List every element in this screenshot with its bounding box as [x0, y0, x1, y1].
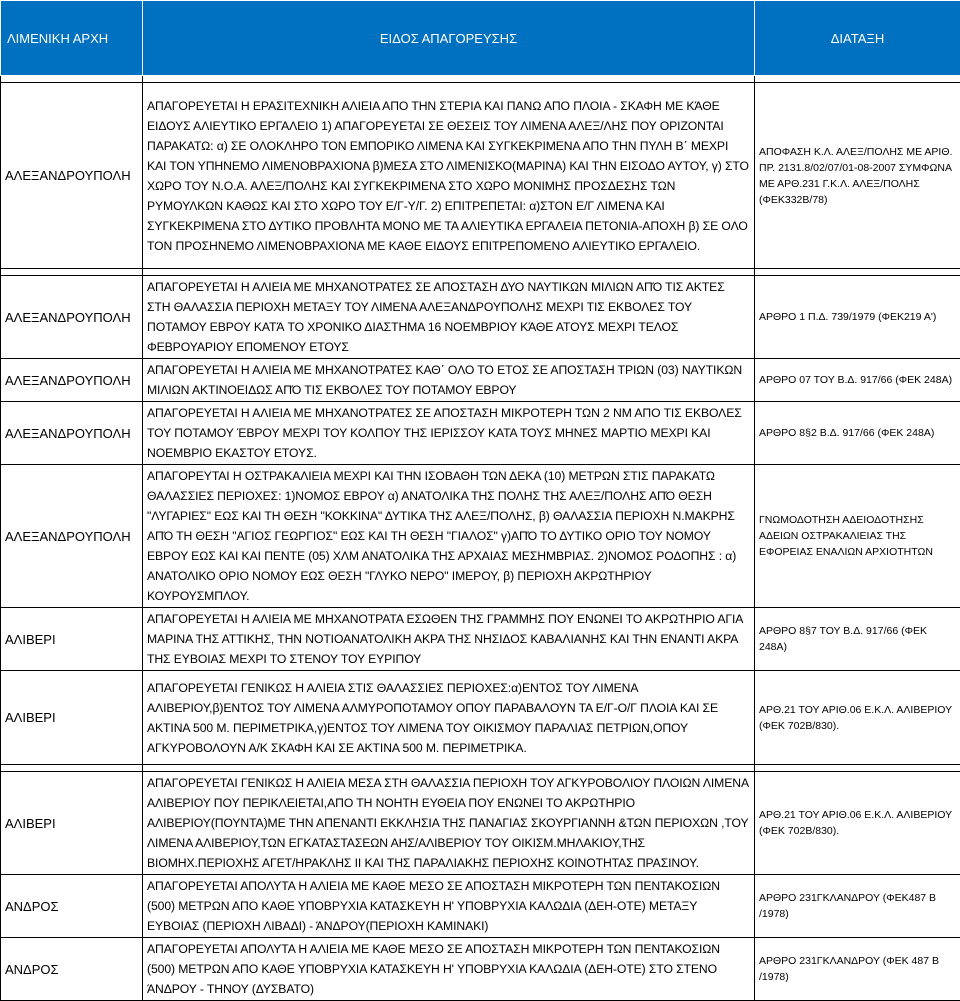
reference-cell: ΑΠΟΦΑΣΗ Κ.Λ. ΑΛΕΞ/ΠΟΛΗΣ ΜΕ ΑΡΙΘ. ΠΡ. 2131.8/02/07/01-08-2007 ΣΥΜΦΩΝΑ ΜΕ ΑΡΘ.231 Γ.Κ.Λ. ΑΛΕΞ/ΠΟΛΗΣ (ΦΕΚ332Β/78) [755, 83, 960, 269]
spacer-row [1, 269, 960, 276]
table-row [1, 276, 960, 359]
spacer-row [1, 76, 960, 83]
table-row [1, 772, 960, 875]
description-cell: ΑΠΑΓΟΡΕΥΕΤΑΙ Η ΑΛΙΕΙΑ ΜΕ ΜΗΧΑΝΟΤΡΑΤΕΣ ΚΑΘ΄ ΟΛΟ ΤΟ ΕΤΟΣ ΣΕ ΑΠΟΣΤΑΣΗ ΤΡΙΩΝ (03) ΝΑΥΤΙΚΩΝ ΜΙΛΙΩΝ ΑΚΤΙΝΟΕΙΔΩΣ ΑΠΌ ΤΙΣ ΕΚΒΟΛΕΣ ΤΟΥ ΠΟΤΑΜΟΥ ΕΒΡΟΥ [143, 359, 755, 402]
table-row [1, 938, 960, 1001]
description-cell: ΑΠΑΓΟΡΕΥΕΤΑΙ ΑΠΟΛΥΤΑ Η ΑΛΙΕΙΑ ΜΕ ΚΑΘΕ ΜΕΣΟ ΣΕ ΑΠΟΣΤΑΣΗ ΜΙΚΡΟΤΕΡΗ ΤΩΝ ΠΕΝΤΑΚΟΣΙΩΝ (500) ΜΕΤΡΩΝ ΑΠΟ ΚΑΘΕ ΥΠΟΒΡΥΧΙΑ ΚΑΤΑΣΚΕΥΗ Η' ΥΠΟΒΡΥΧΙΑ ΚΑΛΩΔΙΑ (ΔΕΗ-ΟΤΕ) ΣΤΟ ΣΤΕΝΟ ΆΝΔΡΟΥ - ΤΗΝΟΥ (ΔΥΣΒΑΤΟ) [143, 938, 755, 1001]
table-row [1, 359, 960, 402]
header-type: ΕΙΔΟΣ ΑΠΑΓΟΡΕΥΣΗΣ [143, 1, 755, 76]
table-row [1, 608, 960, 671]
port-cell: ΑΛΕΞΑΝΔΡΟΥΠΟΛΗ [1, 83, 143, 269]
port-cell: ΑΛΕΞΑΝΔΡΟΥΠΟΛΗ [1, 465, 143, 608]
port-cell: ΑΝΔΡΟΣ [1, 875, 143, 938]
port-cell: ΑΛΙΒΕΡΙ [1, 772, 143, 875]
table-row [1, 465, 960, 608]
reference-cell: ΑΡΘΡΟ 231ΓΚΛΑΝΔΡΟΥ (ΦΕΚ 487 Β /1978) [755, 938, 960, 1001]
reference-cell: ΑΡΘ.21 ΤΟΥ ΑΡΙΘ.06 Ε.Κ.Λ. ΑΛΙΒΕΡΙΟΥ (ΦΕΚ 702Β/830). [755, 671, 960, 765]
table-row [1, 671, 960, 765]
reference-cell: ΑΡΘΡΟ 8§2 Β.Δ. 917/66 (ΦΕΚ 248Α) [755, 402, 960, 465]
reference-cell: ΑΡΘΡΟ 8§7 ΤΟΥ Β.Δ. 917/66 (ΦΕΚ 248Α) [755, 608, 960, 671]
description-cell: ΑΠΑΓΟΡΕΥΕΤΑΙ Η ΕΡΑΣΙΤΕΧΝΙΚΗ ΑΛΙΕΙΑ ΑΠΟ ΤΗΝ ΣΤΕΡΙΑ ΚΑΙ ΠΑΝΩ ΑΠΟ ΠΛΟΙΑ - ΣΚΑΦΗ ΜΕ ΚΆΘΕ ΕΙΔΟΥΣ ΑΛΙΕΥΤΙΚΟ ΕΡΓΑΛΕΙΟ 1) ΑΠΑΓΟΡΕΥΕΤΑΙ ΣΕ ΘΕΣΕΙΣ ΤΟΥ ΛΙΜΕΝΑ ΑΛΕΞ/ΛΗΣ ΠΟΥ ΟΡΙΖΟΝΤΑΙ ΠΑΡΑΚΑΤΩ: α) ΣΕ ΟΛΟΚΛΗΡΟ ΤΟΝ ΕΜΠΟΡΙΚΟ ΛΙΜΕΝΑ ΚΑΙ ΣΥΓΚΕΚΡΙΜΕΝΑ ΑΠΟ ΤΗΝ ΠΥΛΗ Β΄ ΜΕΧΡΙ ΚΑΙ ΤΟΝ ΥΠΗΝΕΜΟ ΛΙΜΕΝΟΒΡΑΧΙΟΝΑ β)ΜΕΣΑ ΣΤΟ ΛΙΜΕΝΙΣΚΟ(ΜΑΡΙΝΑ) ΚΑΙ ΤΗΝ ΕΙΣΟΔΟ ΑΥΤΟΥ, γ) ΣΤΟ ΧΩΡΟ ΤΟΥ Ν.Ο.Α. ΑΛΕΞ/ΠΟΛΗΣ ΚΑΙ ΣΥΓΚΕΚΡΙΜΕΝΑ ΣΤΟ ΧΩΡΟ ΜΟΝΙΜΗΣ ΠΡΟΣΔΕΣΗΣ ΤΩΝ ΡΥΜΟΥΛΚΩΝ ΚΑΘΩΣ ΚΑΙ ΣΤΟ ΧΩΡΟ ΤΟΥ Ε/Γ-Υ/Γ. 2) ΕΠΙΤΡΕΠΕΤΑΙ: α)ΣΤΟΝ Ε/Γ ΛΙΜΕΝΑ ΚΑΙ ΣΥΓΚΕΚΡΙΜΕΝΑ ΣΤΟ ΔΥΤΙΚΟ ΠΡΟΒΛΗΤΑ ΜΟΝΟ ΜΕ ΤΑ ΑΛΙΕΥΤΙΚΑ ΕΡΓΑΛΕΙΑ ΠΕΤΟΝΙΑ-ΑΠΟΧΗ β) ΣΕ ΟΛΟ ΤΟΝ ΠΡΟΣΗΝΕΜΟ ΛΙΜΕΝΟΒΡΑΧΙΟΝΑ ΜΕ ΚΑΘΕ ΕΙΔΟΥΣ ΕΠΙΤΡΕΠΟΜΕΝΟ ΑΛΙΕΥΤΙΚΟ ΕΡΓΑΛΕΙΟ. [143, 83, 755, 269]
port-cell: ΑΝΔΡΟΣ [1, 938, 143, 1001]
table-row [1, 83, 960, 269]
table-row [1, 875, 960, 938]
reference-cell: ΑΡΘΡΟ 07 ΤΟΥ Β.Δ. 917/66 (ΦΕΚ 248Α) [755, 359, 960, 402]
description-cell: ΑΠΑΓΟΡΕΥΕΤΑΙ ΓΕΝΙΚΩΣ Η ΑΛΙΕΙΑ ΣΤΙΣ ΘΑΛΑΣΣΙΕΣ ΠΕΡΙΟΧΕΣ:α)ΕΝΤΟΣ ΤΟΥ ΛΙΜΕΝΑ ΑΛΙΒΕΡΙΟΥ,β)ΕΝΤΟΣ ΤΟΥ ΛΙΜΕΝΑ ΑΛΜΥΡΟΠΟΤΑΜΟΥ ΟΠΟΥ ΠΑΡΑΒΑΛΟΥΝ ΤΑ Ε/Γ-Ο/Γ ΠΛΟΙΑ ΚΑΙ ΣΕ ΑΚΤΙΝΑ 500 Μ. ΠΕΡΙΜΕΤΡΙΚΑ,γ)ΕΝΤΟΣ ΤΟΥ ΛΙΜΕΝΑ ΤΟΥ ΟΙΚΙΣΜΟΥ ΠΑΡΑΛΙΑΣ ΠΕΤΡΙΩΝ,ΟΠΟΥ ΑΓΚΥΡΟΒΟΛΟΥΝ Α/Κ ΣΚΑΦΗ ΚΑΙ ΣΕ ΑΚΤΙΝΑ 500 Μ. ΠΕΡΙΜΕΤΡΙΚΑ. [143, 671, 755, 765]
reference-cell: ΑΡΘ.21 ΤΟΥ ΑΡΙΘ.06 Ε.Κ.Λ. ΑΛΙΒΕΡΙΟΥ (ΦΕΚ 702Β/830). [755, 772, 960, 875]
port-cell: ΑΛΕΞΑΝΔΡΟΥΠΟΛΗ [1, 402, 143, 465]
header-order: ΔΙΑΤΑΞΗ [755, 1, 960, 76]
table-row [1, 402, 960, 465]
description-cell: ΑΠΑΓΟΡΕΥΤΑΙ Η ΟΣΤΡΑΚΑΛΙΕΙΑ ΜΕΧΡΙ ΚΑΙ ΤΗΝ ΙΣΟΒΑΘΗ ΤΩΝ ΔΕΚΑ (10) ΜΕΤΡΩΝ ΣΤΙΣ ΠΑΡΑΚΑΤΩ ΘΑΛΑΣΣΙΕΣ ΠΕΡΙΟΧΕΣ: 1)ΝΟΜΟΣ ΕΒΡΟΥ α) ΑΝΑΤΟΛΙΚΑ ΤΗΣ ΠΟΛΗΣ ΤΗΣ ΑΛΕΞ/ΠΟΛΗΣ ΑΠΌ ΘΕΣΗ "ΛΥΓΑΡΙΕΣ" ΕΩΣ ΚΑΙ ΤΗ ΘΕΣΗ "ΚΟΚΚΙΝΑ" ΔΥΤΙΚΑ ΤΗΣ ΑΛΕΞ/ΠΟΛΗΣ, β) ΘΑΛΑΣΣΙΑ ΠΕΡΙΟΧΗ Ν.ΜΑΚΡΗΣ ΑΠΌ ΤΗ ΘΕΣΗ "ΑΓΙΟΣ ΓΕΩΡΓΙΟΣ" ΕΩΣ ΚΑΙ ΤΗ ΘΕΣΗ "ΓΙΑΛΟΣ" γ)ΑΠΌ ΤΟ ΔΥΤΙΚΟ ΟΡΙΟ ΤΟΥ ΝΟΜΟΥ ΕΒΡΟΥ ΕΩΣ ΚΑΙ ΚΑΙ ΠΕΝΤΕ (05) ΧΛΜ ΑΝΑΤΟΛΙΚΑ ΤΗΣ ΑΡΧΑΙΑΣ ΜΕΣΗΜΒΡΙΑΣ. 2)ΝΟΜΟΣ ΡΟΔΟΠΗΣ : α) ΑΝΑΤΟΛΙΚΟ ΟΡΙΟ ΝΟΜΟΥ ΕΩΣ ΘΕΣΗ "ΓΛΥΚΟ ΝΕΡΟ" ΙΜΕΡΟΥ, β) ΠΕΡΙΟΧΗ ΑΚΡΩΤΗΡΙΟΥ ΚΟΥΡΟΥΣΜΠΛΟΥ. [143, 465, 755, 608]
port-cell: ΑΛΙΒΕΡΙ [1, 608, 143, 671]
spacer-row [1, 765, 960, 772]
port-cell: ΑΛΕΞΑΝΔΡΟΥΠΟΛΗ [1, 276, 143, 359]
reference-cell: ΑΡΘΡΟ 1 Π.Δ. 739/1979 (ΦΕΚ219 Α') [755, 276, 960, 359]
header-port: ΛΙΜΕΝΙΚΗ ΑΡΧΗ [1, 1, 143, 76]
description-cell: ΑΠΑΓΟΡΕΥΕΤΑΙ Η ΑΛΙΕΙΑ ΜΕ ΜΗΧΑΝΟΤΡΑΤΕΣ ΣΕ ΑΠΟΣΤΑΣΗ ΜΙΚΡΟΤΕΡΗ ΤΩΝ 2 ΝΜ ΑΠΟ ΤΙΣ ΕΚΒΟΛΕΣ ΤΟΥ ΠΟΤΑΜΟΥ ΈΒΡΟΥ ΜΕΧΡΙ ΤΟΥ ΚΟΛΠΟΥ ΤΗΣ ΙΕΡΙΣΣΟΥ ΚΑΤΑ ΤΟΥΣ ΜΗΝΕΣ ΜΑΡΤΙΟ ΜΕΧΡΙ ΚΑΙ ΝΟΕΜΒΡΙΟ ΕΚΑΣΤΟΥ ΕΤΟΥΣ. [143, 402, 755, 465]
port-cell: ΑΛΕΞΑΝΔΡΟΥΠΟΛΗ [1, 359, 143, 402]
description-cell: ΑΠΑΓΟΡΕΥΕΤΑΙ ΓΕΝΙΚΩΣ Η ΑΛΙΕΙΑ ΜΕΣΑ ΣΤΗ ΘΑΛΑΣΣΙΑ ΠΕΡΙΟΧΗ ΤΟΥ ΑΓΚΥΡΟΒΟΛΙΟΥ ΠΛΟΙΩΝ ΛΙΜΕΝΑ ΑΛΙΒΕΡΙΟΥ ΠΟΥ ΠΕΡΙΚΛΕΙΕΤΑΙ,ΑΠΟ ΤΗ ΝΟΗΤΗ ΕΥΘΕΙΑ ΠΟΥ ΕΝΩΝΕΙ ΤΟ ΑΚΡΩΤΗΡΙΟ ΑΛΙΒΕΡΙΟΥ(ΠΟΥΝΤΑ)ΜΕ ΤΗΝ ΑΠΕΝΑΝΤΙ ΕΚΚΛΗΣΙΑ ΤΗΣ ΠΑΝΑΓΙΑΣ ΣΚΟΥΡΓΙΑΝΝΗ &ΤΩΝ ΠΕΡΙΟΧΩΝ ,ΤΟΥ ΛΙΜΕΝΑ ΑΛΙΒΕΡΙΟΥ,ΤΩΝ ΕΓΚΑΤΑΣΤΑΣΕΩΝ ΑΗΣ/ΑΛΙΒΕΡΙΟΥ ΤΟΥ ΟΙΚΙΣΜ.ΜΗΛΑΚΙΟΥ,ΤΗΣ ΒΙΟΜΗΧ.ΠΕΡΙΟΧΗΣ ΑΓΕΤ/ΗΡΑΚΛΗΣ ΙΙ ΚΑΙ ΤΗΣ ΠΑΡΑΛΙΑΚΗΣ ΠΕΡΙΟΧΗΣ ΚΟΙΝΟΤΗΤΑΣ ΠΡΑΣΙΝΟΥ. [143, 772, 755, 875]
description-cell: ΑΠΑΓΟΡΕΥΕΤΑΙ Η ΑΛΙΕΙΑ ΜΕ ΜΗΧΑΝΟΤΡΑΤΕΣ ΣΕ ΑΠΟΣΤΑΣΗ ΔΥΟ ΝΑΥΤΙΚΩΝ ΜΙΛΙΩΝ ΑΠΌ ΤΙΣ ΑΚΤΕΣ ΣΤΗ ΘΑΛΑΣΣΙΑ ΠΕΡΙΟΧΗ ΜΕΤΑΞΥ ΤΟΥ ΛΙΜΕΝΑ ΑΛΕΞΑΝΔΡΟΥΠΟΛΗΣ ΜΕΧΡΙ ΤΙΣ ΕΚΒΟΛΕΣ ΤΟΥ ΠΟΤΑΜΟΥ ΕΒΡΟΥ ΚΑΤΆ ΤΟ ΧΡΟΝΙΚΟ ΔΙΑΣΤΗΜΑ 16 ΝΟΕΜΒΡΙΟΥ ΚΆΘΕ ΑΤΟΥΣ ΜΕΧΡΙ ΤΕΛΟΣ ΦΕΒΡΟΥΑΡΙΟΥ ΕΠΟΜΕΝΟΥ ΕΤΟΥΣ [143, 276, 755, 359]
port-cell: ΑΛΙΒΕΡΙ [1, 671, 143, 765]
header-row [1, 1, 960, 76]
description-cell: ΑΠΑΓΟΡΕΥΕΤΑΙ ΑΠΟΛΥΤΑ Η ΑΛΙΕΙΑ ΜΕ ΚΑΘΕ ΜΕΣΟ ΣΕ ΑΠΟΣΤΑΣΗ ΜΙΚΡΟΤΕΡΗ ΤΩΝ ΠΕΝΤΑΚΟΣΙΩΝ (500) ΜΕΤΡΩΝ ΑΠΟ ΚΑΘΕ ΥΠΟΒΡΥΧΙΑ ΚΑΤΑΣΚΕΥΗ Η' ΥΠΟΒΡΥΧΙΑ ΚΑΛΩΔΙΑ (ΔΕΗ-ΟΤΕ) ΜΕΤΑΞΥ ΕΥΒΟΙΑΣ (ΠΕΡΙΟΧΗ ΛΙΒΑΔΙ) - ΆΝΔΡΟΥ(ΠΕΡΙΟΧΗ ΚΑΜΙΝΑΚΙ) [143, 875, 755, 938]
reference-cell: ΓΝΩΜΟΔΟΤΗΣΗ ΑΔΕΙΟΔΟΤΗΣΗΣ ΑΔΕΙΩΝ ΟΣΤΡΑΚΑΛΙΕΙΑΣ ΤΗΣ ΕΦΟΡΕΙΑΣ ΕΝΑΛΙΩΝ ΑΡΧΙΟΤΗΤΩΝ [755, 465, 960, 608]
description-cell: ΑΠΑΓΟΡΕΥΕΤΑΙ Η ΑΛΙΕΙΑ ΜΕ ΜΗΧΑΝΟΤΡΑΤΑ ΕΣΩΘΕΝ ΤΗΣ ΓΡΑΜΜΗΣ ΠΟΥ ΕΝΩΝΕΙ ΤΟ ΑΚΡΩΤΗΡΙΟ ΑΓΙΑ ΜΑΡΙΝΑ ΤΗΣ ΑΤΤΙΚΗΣ, ΤΗΝ ΝΟΤΙΟΑΝΑΤΟΛΙΚΗ ΑΚΡΑ ΤΗΣ ΝΗΣΙΔΟΣ ΚΑΒΑΛΙΑΝΗΣ ΚΑΙ ΤΗΝ ΕΝΑΝΤΙ ΑΚΡΑ ΤΗΣ ΕΥΒΟΙΑΣ ΜΕΧΡΙ ΤΟ ΣΤΕΝΟΥ ΤΟΥ ΕΥΡΙΠΟΥ [143, 608, 755, 671]
reference-cell: ΑΡΘΡΟ 231ΓΚΛΑΝΔΡΟΥ (ΦΕΚ487 Β /1978) [755, 875, 960, 938]
